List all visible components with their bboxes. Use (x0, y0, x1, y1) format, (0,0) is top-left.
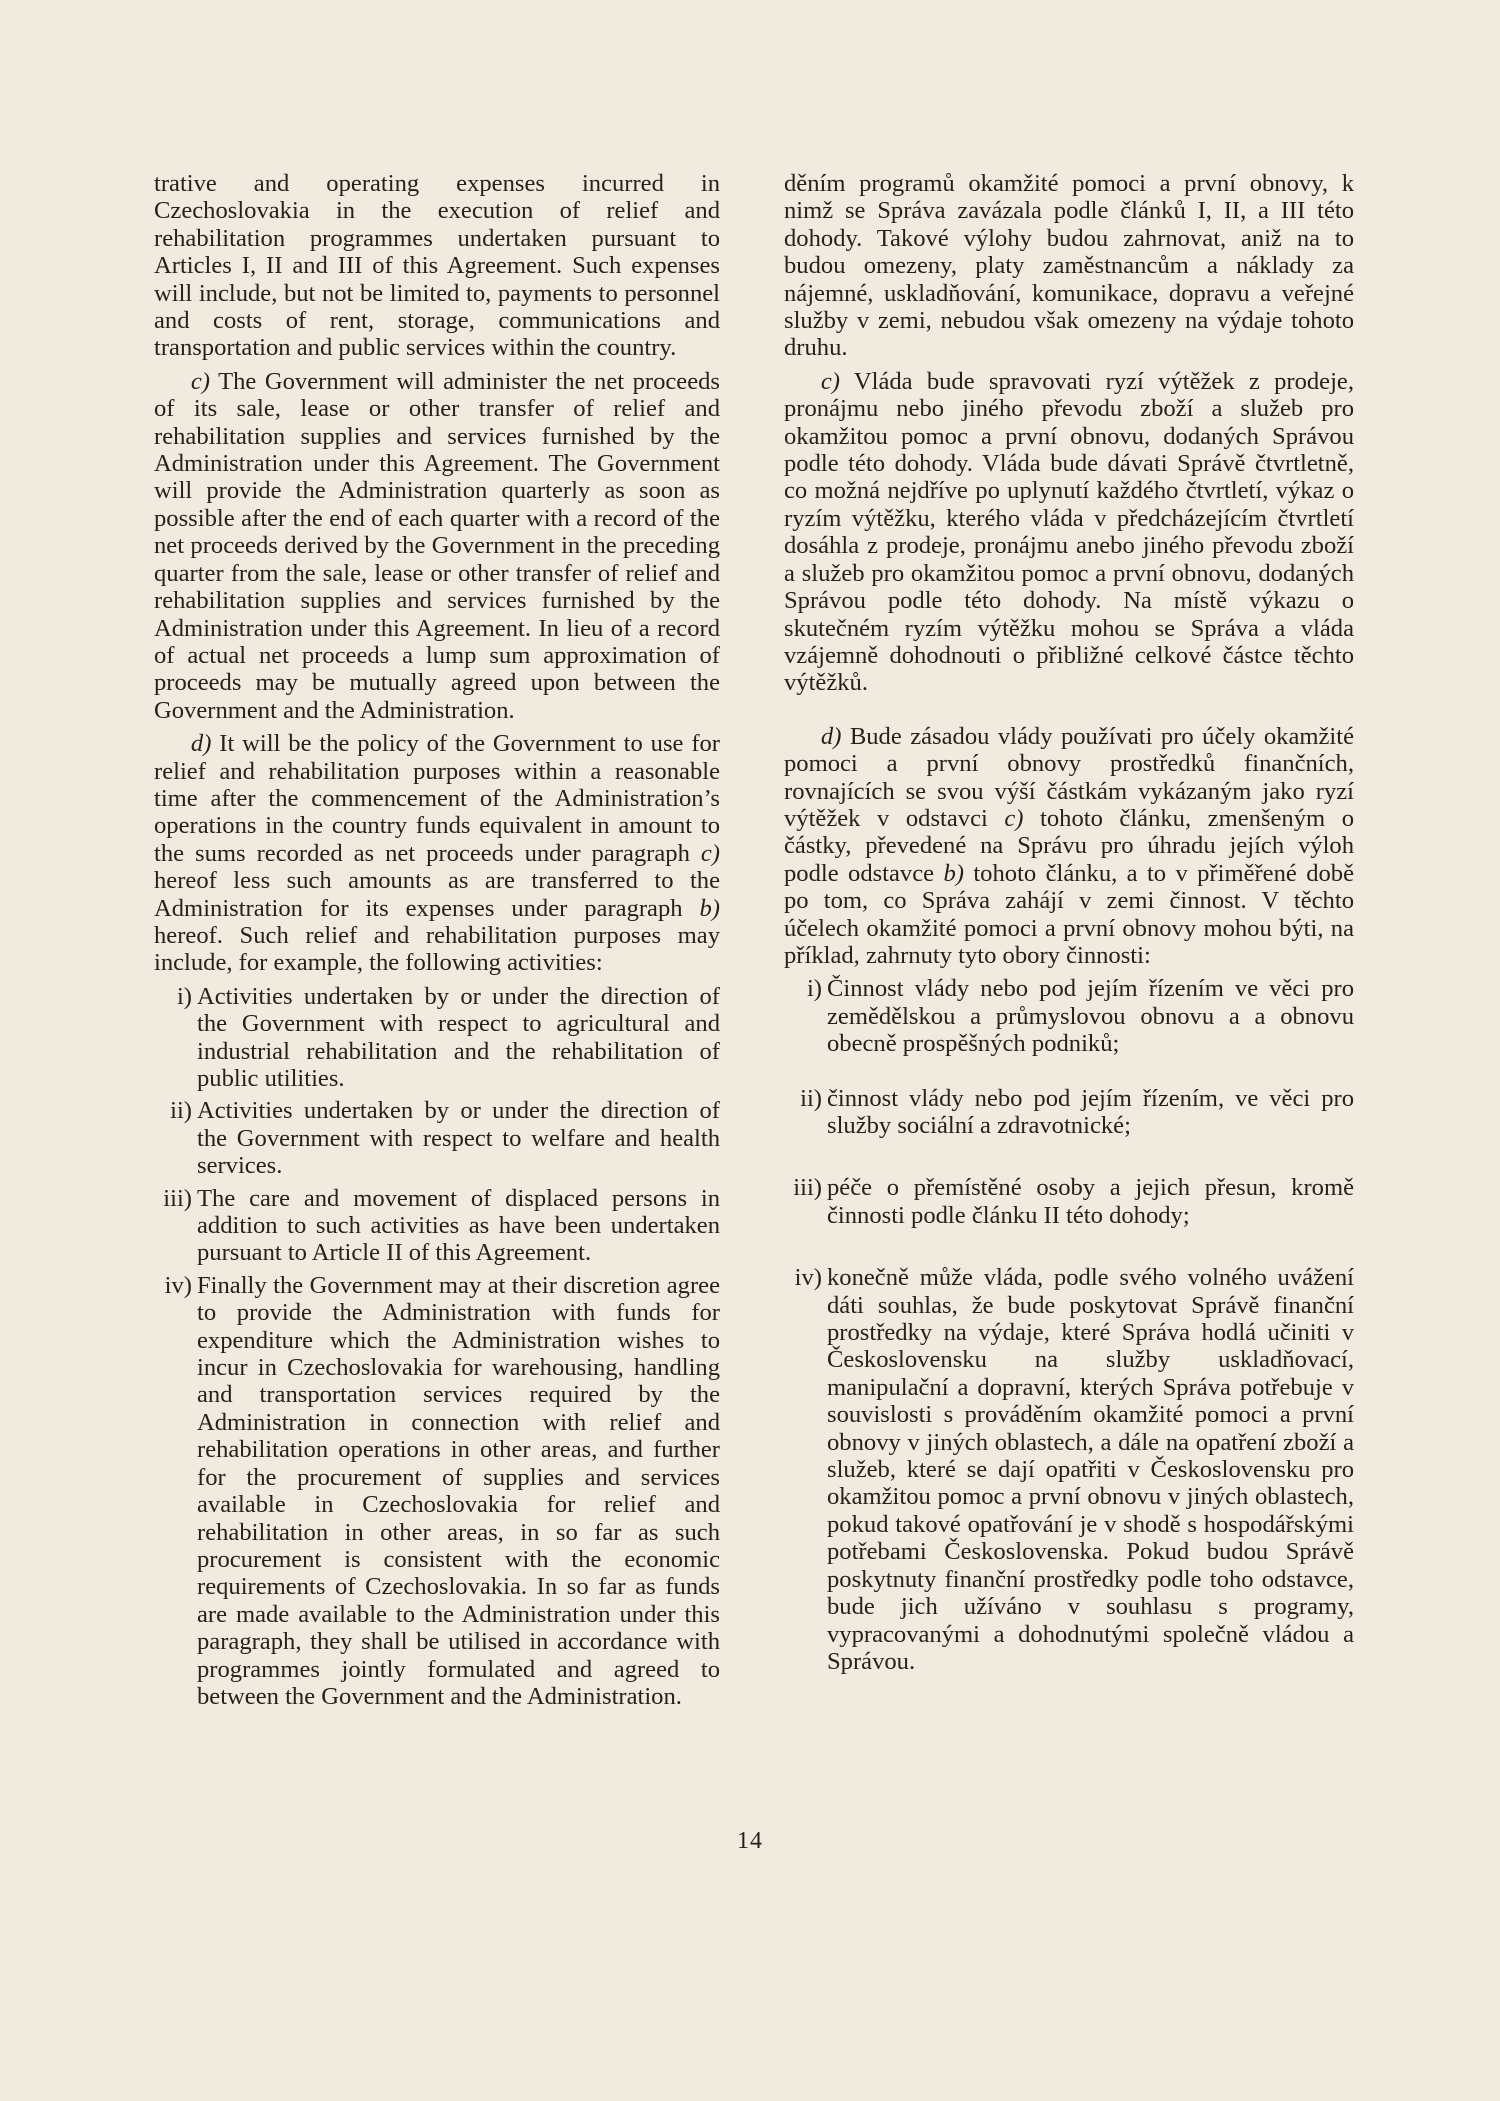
paragraph-d-text: hereof less such amounts as are transferred to the Administration for its expenses under paragraph (154, 867, 720, 922)
paragraph-d-label: d) (190, 730, 212, 758)
list-item-number: iv) (794, 1264, 822, 1292)
paragraph-c-text: Vláda bude spravovati ryzí výtěžek z prodeje, pronájmu nebo jiného převodu zboží a služeb pro okamžitou pomoc a první obnovu, dodaných Správou podle této dohody. Vláda bude dávati Správě čtvrtletně, co možná nejdříve po uplynutí každého čtvrtletí, výkaz o ryzím výtěžku, kterého vláda v předcházejícím čtvrtletí dosáhla z prodeje, pronájmu anebo jiného převodu zboží a služeb pro okamžitou pomoc a první obnovu, dodaných Správou podle této dohody. Na místě výkazu o skutečném ryzím výtěžku mohou se Správa a vláda vzájemně dohodnouti o přibližné celkové částce těchto výtěžků. (784, 367, 1354, 697)
list-item-text: péče o přemístěné osoby a jejich přesun, kromě činnosti podle článku II této dohody; (827, 1174, 1354, 1229)
paragraph-b-continuation: trative and operating expenses incurred in Czechoslovakia in the execution of relief and rehabilitation programmes undertaken pursuant to Articles I, II and III of this Agreement. Such expenses will include, but not be limited to, payments to personnel and costs of rent, storage, communications and transportation and public services within the country. (154, 170, 720, 362)
paragraph-c-label: c) (820, 367, 840, 395)
paragraph-d-text: hereof. Such relief and rehabilitation purposes may include, for example, the following activities: (154, 921, 720, 977)
paragraph-d (154, 730, 720, 977)
paragraph-d-label: d) (820, 722, 842, 750)
list-item-text: The care and movement of displaced persons in addition to such activities as have been undertaken pursuant to Article II of this Agreement. (197, 1184, 720, 1267)
paragraph-d (784, 723, 1354, 970)
paragraph-c-label: c) (190, 367, 210, 395)
page-number: 14 (737, 1828, 763, 1854)
paragraph-ref-c: c) (1004, 804, 1024, 832)
english-column (154, 170, 720, 1715)
list-item (154, 983, 720, 1093)
list-item-text: činnost vlády nebo pod jejím řízením, ve věci pro služby sociální a zdravotnické; (827, 1084, 1354, 1139)
list-item-text: konečně může vláda, podle svého volného uvážení dáti souhlas, že bude poskytovat Správě finanční prostředky na výdaje, které Správa hodlá učiniti v Československu na služby uskladňovací, manipulační a dopravní, kterých Správa potřebuje v souvislosti s prováděním okamžité pomoci a první obnovy v jiných oblastech, a dále na opatření zboží a služeb, které se dají opatřiti v Československu pro okamžitou pomoc a první obnovu v jiných oblastech, pokud takové opatřování je v shodě s hospodářskými potřebami Československa. Pokud budou Správě poskytnuty finanční prostředky podle toho odstavce, bude jich užíváno v souhlasu s programy, vypracovanými a dohodnutými společně vládou a Správou. (827, 1264, 1354, 1675)
list-item (154, 1097, 720, 1179)
paragraph-c (154, 368, 720, 724)
list-item (154, 1185, 720, 1267)
paragraph-ref-c: c) (700, 839, 720, 867)
list-item-number: iv) (164, 1271, 192, 1299)
paragraph-c (784, 368, 1354, 697)
list-item-number: ii) (170, 1097, 192, 1125)
list-item-number: ii) (800, 1084, 822, 1112)
spacer (784, 1234, 1354, 1264)
list-item-text: Činnost vlády nebo pod jejím řízením ve věci pro zemědělskou a průmyslovou obnovu a a obnovu obecně prospěšných podniků; (827, 975, 1354, 1058)
list-item (784, 975, 1354, 1057)
paragraph-d-text: tohoto článku, zmenšeným o částky, převedené na Správu pro úhradu jejích výloh podle odstavce (784, 804, 1354, 887)
list-item-text: Finally the Government may at their discretion agree to provide the Administration with funds for expenditure which the Administration wishes to incur in Czechoslovakia for warehousing, handling and transportation services required by the Administration in connection with relief and rehabilitation operations in other areas, and further for the procurement of supplies and services available in Czechoslovakia for relief and rehabilitation in other areas, in so far as such procurement is consistent with the economic requirements of Czechoslovakia. In so far as funds are made available to the Administration under this paragraph, they shall be utilised in accordance with programmes jointly formulated and agreed to between the Government and the Administration. (197, 1271, 720, 1710)
list-item (154, 1272, 720, 1711)
list-item-text: Activities undertaken by or under the direction of the Government with respect to agricultural and industrial rehabilitation and the rehabilitation of public utilities. (197, 982, 720, 1092)
list-item (784, 1085, 1354, 1140)
paragraph-c-text: The Government will administer the net proceeds of its sale, lease or other transfer of relief and rehabilitation supplies and services furnished by the Administration under this Agreement. The Government will provide the Administration quarterly as soon as possible after the end of each quarter with a record of the net proceeds derived by the Government in the preceding quarter from the sale, lease or other transfer of relief and rehabilitation supplies and services furnished by the Administration under this Agreement. In lieu of a record of actual net proceeds a lump sum approximation of proceeds may be mutually agreed upon between the Government and the Administration. (154, 367, 720, 724)
list-item (784, 1264, 1354, 1675)
paragraph-ref-b: b) (943, 859, 964, 887)
paragraph-d-text: Bude zásadou vlády používati pro účely okamžité pomoci a první obnovy prostředků finančních, rovnajících se svou výší částkám vykázaným jako ryzí výtěžek v odstavci (784, 722, 1354, 832)
list-item-number: i) (806, 975, 822, 1003)
list-item-number: i) (176, 982, 192, 1010)
list-item-number: iii) (163, 1184, 192, 1212)
paragraph-d-text: It will be the policy of the Government to use for relief and rehabilitation purposes within a reasonable time after the commencement of the Administration’s operations in the country funds equivalent in amount to the sums recorded as net proceeds under paragraph (154, 730, 720, 867)
list-item-text: Activities undertaken by or under the direction of the Government with respect to welfare and health services. (197, 1097, 720, 1180)
paragraph-b-continuation: děním programů okamžité pomoci a první obnovy, k nimž se Správa zavázala podle článků I, II, a III této dohody. Takové výlohy budou zahrnovat, aniž na to budou omezeny, platy zaměstnancům a náklady za nájemné, uskladňování, komunikace, dopravu a veřejné služby v zemi, nebudou však omezeny na výdaje tohoto druhu. (784, 170, 1354, 362)
spacer (784, 703, 1354, 723)
paragraph-d-text: tohoto článku, a to v přiměřené době po tom, co Správa zahájí v zemi činnost. V těchto účelech okamžité pomoci a první obnovy mohou býti, na příklad, zahrnuty tyto obory činnosti: (784, 859, 1354, 969)
paragraph-ref-b: b) (699, 894, 720, 922)
spacer (784, 1144, 1354, 1174)
spacer (784, 1063, 1354, 1085)
czech-column (784, 170, 1354, 1680)
list-item (784, 1174, 1354, 1229)
list-item-number: iii) (793, 1174, 822, 1202)
